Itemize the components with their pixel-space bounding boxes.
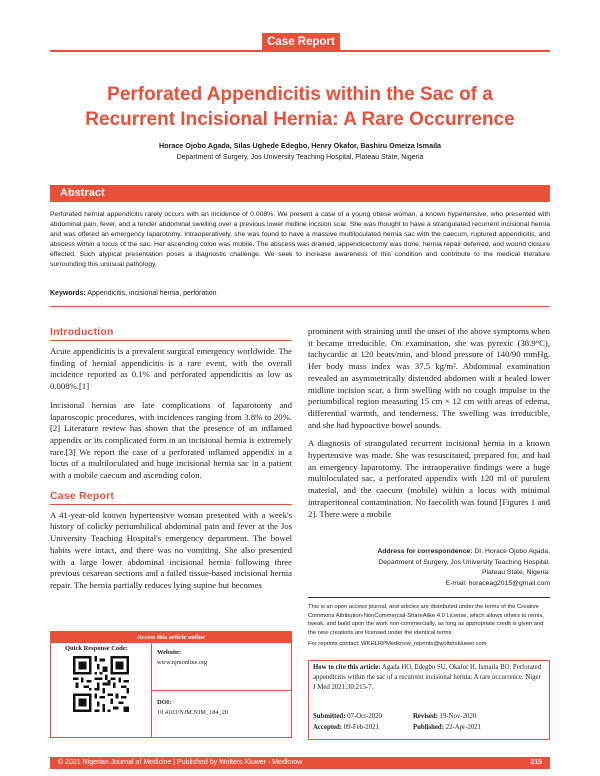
- submitted-date: 07-Oct-2020: [347, 713, 382, 720]
- case-report-rule: [50, 504, 292, 505]
- citation-label: How to cite this article:: [313, 664, 381, 671]
- paragraph: Incisional hernias are late complications of laparotomy and laparoscopic procedures, with incidences ranging from 3.8% to 20%.[2] Literature review has shown that the presence of an inflamed appendix or its complicated form in an incisional hernia is extremely rare.[3] We report the case of a perforated inflamed appendix in a locus of a multiloculated and huge incisional hernia sac in a patient with a mobile caecum and ascending colon.: [50, 399, 292, 481]
- dates-row: [313, 713, 545, 720]
- right-column: [308, 326, 550, 527]
- citation-box: [308, 660, 550, 740]
- affiliation: Department of Surgery, Jos University Teaching Hospital, Plateau State, Nigeria: [176, 154, 424, 161]
- author-list: Horace Ojobo Agada, Silas Ughede Edegbo, Henry Okafor, Bashiru Omeiza Ismaila: [158, 141, 442, 150]
- introduction-rule: [50, 340, 292, 341]
- citation: [313, 663, 545, 692]
- correspondence-line: Plateau State, Nigeria.: [481, 569, 550, 576]
- section-label: Case Report: [262, 33, 340, 51]
- accepted-label: Accepted:: [313, 724, 343, 731]
- license-block: [308, 603, 550, 649]
- qr-code-icon[interactable]: [73, 656, 129, 712]
- left-column: [50, 326, 292, 599]
- correspondence-line: Department of Surgery, Jos University Teaching Hospital,: [378, 558, 550, 566]
- keywords-rule: [50, 306, 550, 307]
- reprints-contact[interactable]: For reprints contact: WKHLRPMedknow_reprints@wolterskluwer.com: [308, 641, 487, 648]
- revised-label: Revised:: [413, 713, 438, 720]
- correspondence-label: Address for correspondence:: [377, 548, 473, 555]
- published-label: Published:: [413, 724, 444, 731]
- page-number: 215: [530, 759, 542, 766]
- abstract-text: Perforated hernial appendicitis rarely occurs with an incidence of 0.008%. We present a case of a young obese woman, a known hypertensive, who presented with abdominal pain, fever, and a tender abdominal swelling over a previous lower midline incision scar. She was thought to have a strangulated recurrent incisional hernia and was offered an emergency laparotomy. Intraoperatively, she was found to have a massive multiloculated hernia sac with the caecum, ruptured appendicitis, and abscess within a locus of the sac. Her ascending colon was mobile. The abscess was drained, appendicectomy was done, hernia repair deferred, and wound closure effected. Such atypical presentation poses a diagnostic challenge. We seek to increase awareness of this condition and contribute to the medical literature surrounding this unusual pathology.: [50, 211, 550, 268]
- paragraph: Acute appendicitis is a prevalent surgical emergency worldwide. The finding of hernial appendicitis is a rare event, with the overall incidence reported as 0.1% and perforated appendicitis as low as 0.008%.[1]: [50, 346, 292, 392]
- doi-label: DOI:: [157, 699, 172, 706]
- introduction-body: [50, 346, 292, 482]
- access-heading: Access this article online: [51, 632, 291, 643]
- correspondence-name: Dr. Horace Ojobo Agada,: [474, 548, 550, 555]
- case-report-heading: Case Report: [50, 489, 115, 502]
- license-text: This is an open access journal, and articles are distributed under the terms of the Creative Commons Attribution-NonCommercial-ShareAlike 4.0 License, which allows others to remix, tweak, and build upon the work non-commercially, as long as appropriate credit is given and the new creations are licensed under the identical terms.: [308, 604, 544, 636]
- case-report-continued: [308, 326, 550, 520]
- abstract-heading: Abstract: [60, 187, 105, 199]
- revised-date: 19-Nov-2020: [439, 713, 477, 720]
- introduction-heading: Introduction: [50, 326, 114, 338]
- paragraph: A diagnosis of strangulated recurrent incisional hernia in a known hypertensive was made. She was resuscitated, prepared for, and had an emergency laparotomy. The intraoperative findings were a huge multiloculated sac, a perforated appendix with 120 ml of purulent material, and the caecum (mobile) within a locus with minimal intraperitoneal contamination. No faecolith was found [Figures 1 and 2]. There were a mobile: [308, 438, 550, 519]
- published-date: 22-Apr-2021: [445, 724, 482, 731]
- doi-link[interactable]: 10.4103/NJM.NJM_184_20: [157, 709, 229, 716]
- case-report-body: [50, 510, 292, 592]
- submitted-label: Submitted:: [313, 713, 346, 720]
- accepted-date: 09-Feb-2021: [343, 724, 379, 731]
- access-divider: [152, 690, 291, 691]
- keywords-list: Appendicitis, incisional hernia, perforation: [87, 290, 217, 297]
- website-link[interactable]: www.njmonline.org: [157, 659, 208, 666]
- abstract-header: [50, 185, 550, 202]
- correspondence-rule: [308, 597, 550, 598]
- keywords: [50, 290, 550, 297]
- page-footer: [50, 757, 550, 769]
- qr-label: Quick Response Code:: [65, 645, 128, 652]
- paragraph: A 41-year-old known hypertensive woman presented with a week's history of colicky periumbilical abdominal pain and fever at the Jos University Teaching Hospital's emergency department. The bowel habits were intact, and there was no vomiting. She also presented with a large lower abdominal incisional hernia following three previous cesarean sections and a failed tissue-based incisional hernia repair. The hernia partially reduces lying supine but becomes: [50, 509, 292, 590]
- correspondence-block: [308, 547, 550, 589]
- keywords-label: Keywords:: [50, 290, 86, 297]
- website-label: Website:: [157, 649, 182, 656]
- access-box: [50, 631, 292, 738]
- footer-copyright: © 2021 Nigerian Journal of Medicine | Published by Wolters Kluwer - Medknow: [58, 759, 303, 766]
- citation-text: Agada HO, Edegbo SU, Okafor H, Ismaila BO. Perforated appendicitis within the sac of a recurrent incisional hernia: A rare occurrence. Niger J Med 2021;30:215-7.: [313, 664, 542, 691]
- correspondence-email[interactable]: E-mail: horaceag2015@gmail.com: [445, 579, 550, 587]
- dates-row: [313, 724, 545, 731]
- header-rule: [50, 50, 550, 52]
- article-title: Perforated Appendicitis within the Sac of a Recurrent Incisional Hernia: A Rare Occurrence: [85, 84, 515, 130]
- paragraph: prominent with straining until the onset of the above symptoms when it became irreducible. On examination, she was pyrexic (38.9°C), tachycardic at 120 beats/min, and blood pressure of 140/90 mmHg. Her body mass index was 37.5 kg/m². Abdominal examination revealed an asymmetrically distended abdomen with a healed lower midline incision scar, a firm swelling with no cough impulse in the periumbilical region measuring 15 cm × 12 cm with areas of edema, differential warmth, and tenderness. The swelling was irreducible, and she had hypoactive bowel sounds.: [308, 326, 550, 430]
